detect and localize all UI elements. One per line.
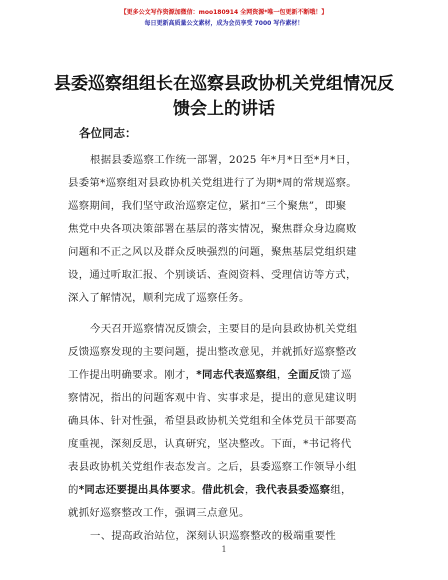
para1-line: 问题和不正之风以及群众反映强烈的问题，聚焦基层党组织建 [68, 246, 357, 258]
para1-line: 焦党中央各项决策部署在基层的落实情况，聚焦群众身边腐败 [68, 223, 357, 235]
text-run: 组， [330, 484, 352, 496]
para2-line: 反馈巡察发现的主要问题，提出整改意见，并就抓好巡察整改 [68, 346, 357, 358]
para1-line: 巡察期间，我们坚守政治巡察定位，紧扣“三个聚焦”，即聚 [68, 200, 347, 212]
para2-line: 表县政协机关党组作表态发言。之后，县委巡察工作领导小组 [68, 461, 357, 473]
text-run: 馈了巡 [319, 369, 352, 381]
para1-line: 深入了解情况，顺利完成了巡察任务。 [68, 292, 250, 304]
bold-text-run: *同志还要提出具体要求 [78, 484, 192, 496]
para1-line: 县委第*巡察组对县政协机关党组进行了为期*周的常规巡察。 [68, 177, 357, 189]
para1-line: 设，通过听取汇报、个别谈话、查阅资料、受理信访等方式， [68, 269, 357, 281]
section-heading-1: 一、提高政治站位，深刻认识巡察整改的极端重要性 [90, 530, 336, 542]
para2-line [68, 366, 352, 381]
para2-line: 就抓好巡察整改工作，强调三点意见。 [68, 507, 250, 519]
text-run: ， [244, 484, 256, 496]
bold-text-run: 借此机会 [202, 484, 245, 496]
document-title-line1: 县委巡察组组长在巡察县政协机关党组情况反 [54, 74, 394, 94]
para2-line: 确具体、针对性强，希望县政协机关党组和全体党员干部要高 [68, 415, 357, 427]
text-run: 。 [191, 484, 203, 496]
bold-text-run: 我代表县委巡察 [255, 484, 331, 496]
text-run: 工作提出明确要求。刚才， [68, 369, 197, 381]
para2-line: 察情况，指出的问题客观中肯、实事求是，提出的意见建议明 [68, 392, 357, 404]
promo-banner-line2: 每日更新高质量公文素材，成为会员享受 7000 写作素材！ [144, 20, 304, 27]
bold-text-run: 全面反 [287, 369, 320, 381]
document-title-line2: 馈会上的讲话 [173, 99, 275, 119]
text-run: 的 [68, 484, 79, 496]
para2-line: 度重视，深刻反思，认真研究，坚决整改。下面，*书记将代 [68, 438, 352, 450]
para2-line [68, 481, 352, 496]
para2-line: 今天召开巡察情况反馈会，主要目的是向县政协机关党组 [90, 323, 358, 335]
bold-text-run: *同志代表巡察组 [196, 369, 277, 381]
promo-banner-line1: 【更多公文写作资源加微信：moo180914 全网资源*唯一包更新不断哦！】 [120, 9, 328, 16]
text-run: ， [276, 369, 288, 381]
page-number: 1 [221, 545, 227, 554]
salutation: 各位同志： [79, 126, 137, 140]
para1-line: 根据县委巡察工作统一部署，2025 年*月*日至*月*日， [90, 154, 358, 166]
